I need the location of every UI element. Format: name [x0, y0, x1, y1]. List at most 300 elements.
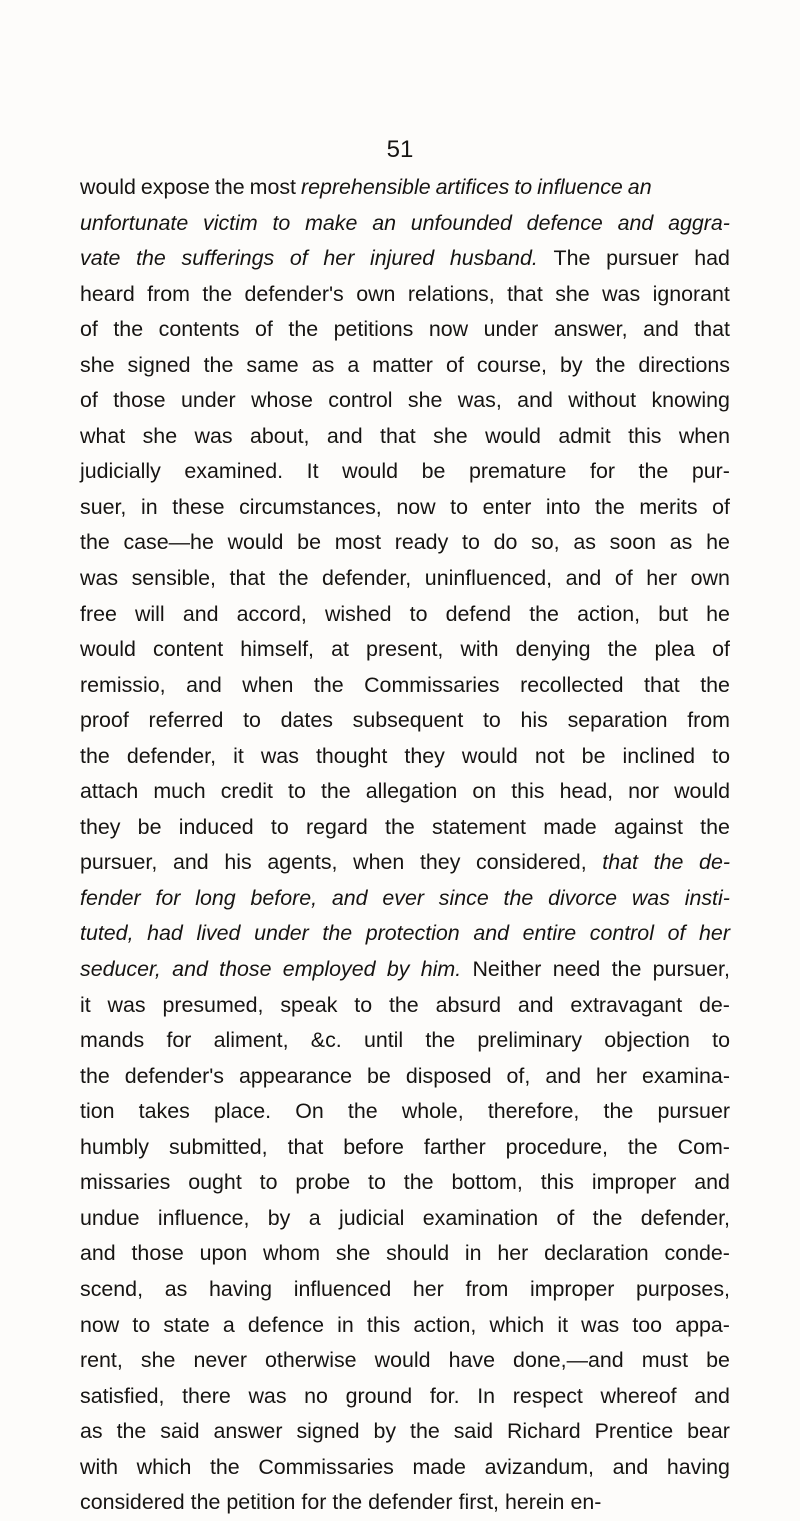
word: her [646, 566, 678, 591]
word: answer [213, 1419, 283, 1444]
word: artifices [435, 175, 510, 199]
word: since [438, 885, 489, 910]
word: her [497, 1241, 529, 1266]
word: takes [138, 1099, 190, 1124]
word: tion [80, 1099, 115, 1124]
word: with [80, 1454, 119, 1479]
word: bottom, [451, 1170, 523, 1195]
word: submitted, [168, 1134, 268, 1159]
word: appearance [239, 1063, 353, 1088]
word: presumed, [162, 992, 264, 1017]
word: defender's [244, 281, 344, 306]
word: as [669, 530, 693, 555]
word: seducer, [80, 957, 161, 982]
word: Com- [677, 1134, 730, 1159]
word: of [712, 637, 730, 662]
word: ready [394, 530, 449, 555]
word: under [180, 388, 236, 413]
word: with [460, 637, 499, 662]
word: improper [529, 1276, 615, 1301]
word: answer, [553, 317, 628, 342]
text-line [80, 525, 730, 561]
word: signed [127, 352, 191, 377]
word: the [611, 957, 642, 982]
word: of [614, 566, 633, 591]
word: was [581, 1312, 620, 1337]
word: the [385, 814, 415, 839]
word: her [699, 921, 730, 946]
word: the [190, 1490, 221, 1515]
word: the [653, 850, 684, 875]
word: the [529, 601, 559, 626]
text-line [80, 845, 730, 881]
word: the [347, 1099, 378, 1124]
word: the [202, 281, 233, 306]
word: was, [457, 388, 502, 413]
word: premature [468, 459, 567, 484]
word: the [638, 459, 669, 484]
word: to [243, 708, 261, 733]
word: in [464, 1241, 482, 1266]
word: judicial [339, 1205, 405, 1230]
word: the [332, 1490, 363, 1515]
word: the [425, 1028, 456, 1053]
word: Richard [506, 1419, 581, 1444]
word: the [595, 352, 626, 377]
word: defender [368, 1490, 453, 1515]
word: he [706, 530, 730, 555]
word: be [581, 743, 606, 768]
word: it [233, 743, 244, 768]
word: done,—and [513, 1348, 624, 1373]
word: whole, [401, 1099, 464, 1124]
text-line [80, 1308, 730, 1344]
word: of [556, 1205, 575, 1230]
word: subsequent [352, 708, 464, 733]
word: before, [250, 885, 318, 910]
word: having [208, 1276, 273, 1301]
word: course, [476, 352, 547, 377]
word: de- [698, 992, 730, 1017]
word: the [288, 317, 319, 342]
word: for [301, 1490, 327, 1515]
word: would [342, 459, 399, 484]
word: therefore, [487, 1099, 580, 1124]
word: to [354, 992, 373, 1017]
word: never [193, 1348, 247, 1373]
word: missaries [80, 1170, 171, 1195]
text-line [80, 561, 730, 597]
word: purposes, [636, 1276, 730, 1301]
text-line [80, 1201, 730, 1237]
word: admit [558, 423, 611, 448]
word: agents, [267, 850, 338, 875]
word: own [356, 281, 396, 306]
word: pursuer, [80, 850, 158, 875]
word: to [712, 743, 730, 768]
word: and [331, 885, 368, 910]
word: aliment, [213, 1028, 289, 1053]
word: must [641, 1348, 689, 1373]
word: made [412, 1454, 466, 1479]
word: de- [699, 850, 730, 875]
text-line [80, 1059, 730, 1095]
word: the [313, 672, 344, 697]
word: now [80, 1312, 120, 1337]
word: undue [80, 1205, 140, 1230]
word: improper [591, 1170, 677, 1195]
text-line [80, 1414, 730, 1450]
word: avizandum, [484, 1454, 594, 1479]
word: she [407, 388, 443, 413]
word: dates [280, 708, 333, 733]
word: was [260, 743, 299, 768]
word: against [613, 814, 683, 839]
word: an [627, 175, 652, 199]
word: without [568, 388, 637, 413]
word: ground [345, 1383, 413, 1408]
word: before [343, 1134, 404, 1159]
word: extravagant [570, 992, 683, 1017]
word: whose [251, 388, 313, 413]
word: by [386, 957, 410, 982]
word: as [164, 1276, 188, 1301]
word: be [297, 530, 321, 555]
word: heard [80, 281, 135, 306]
word: circumstances, [239, 494, 382, 519]
word: statement [432, 814, 526, 839]
word: they [404, 743, 445, 768]
word: but [658, 601, 688, 626]
word: and [612, 1454, 649, 1479]
word: procedure, [505, 1134, 608, 1159]
word: of, [506, 1063, 531, 1088]
word: judicially [80, 459, 161, 484]
word: nor [628, 779, 660, 804]
word: directions [638, 352, 730, 377]
word: defence [526, 210, 603, 235]
word: own [690, 566, 730, 591]
word: influence, [157, 1205, 250, 1230]
word: and [565, 566, 602, 591]
word: examina- [641, 1063, 730, 1088]
word: and [694, 1383, 730, 1408]
word: entire [522, 921, 577, 946]
word: by [560, 352, 583, 377]
word: was [248, 1383, 287, 1408]
word: as [80, 1419, 103, 1444]
word: same [246, 352, 299, 377]
text-line [80, 1272, 730, 1308]
text-line [80, 241, 730, 277]
word: having [666, 1454, 730, 1479]
word: she [335, 1241, 371, 1266]
word: and [172, 957, 208, 982]
word: the [80, 743, 110, 768]
word: defend [445, 601, 512, 626]
word: plea [654, 637, 695, 662]
word: had [147, 921, 183, 946]
word: defender, [322, 566, 412, 591]
word: of [289, 246, 308, 271]
word: allegation [365, 779, 458, 804]
word: to [450, 494, 468, 519]
word: from [465, 1276, 509, 1301]
word: In [477, 1383, 496, 1408]
word: most [249, 175, 296, 199]
word: referred [148, 708, 224, 733]
text-line [80, 632, 730, 668]
text-line [80, 312, 730, 348]
word: now [428, 317, 469, 342]
word: need [552, 957, 601, 982]
word: and [517, 992, 554, 1017]
word: absurd [435, 992, 501, 1017]
word: ought [188, 1170, 242, 1195]
word: would [461, 743, 518, 768]
word: into [545, 494, 581, 519]
word: regard [305, 814, 368, 839]
word: for [590, 459, 615, 484]
word: should [386, 1241, 450, 1266]
word: accord, [236, 601, 307, 626]
word: be [421, 459, 446, 484]
word: The [553, 246, 591, 271]
word: whom [262, 1241, 321, 1266]
word: not [534, 743, 565, 768]
text-line [80, 916, 730, 952]
word: on [472, 779, 497, 804]
word: content [153, 637, 224, 662]
word: relations, [407, 281, 495, 306]
word: the [203, 352, 234, 377]
word: those [219, 957, 272, 982]
word: Neither [472, 957, 542, 982]
text-line [80, 810, 730, 846]
word: as [573, 530, 596, 555]
word: long [195, 885, 236, 910]
word: for. [429, 1383, 460, 1408]
word: Prentice [594, 1419, 674, 1444]
word: when [242, 672, 294, 697]
word: matter [372, 352, 433, 377]
word: to [272, 210, 291, 235]
word: recollected [520, 672, 624, 697]
word: the [80, 1063, 110, 1088]
word: they [419, 850, 461, 875]
word: examination [422, 1205, 539, 1230]
word: the [322, 921, 353, 946]
text-line [80, 1343, 730, 1379]
word: when [353, 850, 405, 875]
word: tuted, [80, 921, 134, 946]
word: insti- [684, 885, 730, 910]
word: she [555, 281, 590, 306]
word: those [113, 388, 166, 413]
word: to [368, 1170, 386, 1195]
word: scend, [80, 1276, 144, 1301]
word: that [380, 423, 416, 448]
word: remissio, [80, 672, 166, 697]
word: that [229, 566, 266, 591]
word: farther [423, 1134, 486, 1159]
word: his [224, 850, 252, 875]
word: of [667, 921, 686, 946]
word: from [687, 708, 730, 733]
word: her [323, 246, 355, 271]
word: that [694, 317, 730, 342]
word: was [80, 566, 119, 591]
word: rent, [80, 1348, 123, 1373]
word: On [295, 1099, 324, 1124]
word: do [493, 530, 518, 555]
word: an [372, 210, 396, 235]
word: otherwise [265, 1348, 357, 1373]
word: in [140, 494, 158, 519]
word: ever [382, 885, 424, 910]
word: and [517, 388, 553, 413]
word: sensible, [131, 566, 217, 591]
word: the [503, 885, 534, 910]
word: herein [504, 1490, 565, 1515]
word: was [107, 992, 146, 1017]
word: when [678, 423, 730, 448]
word: considered [80, 1490, 185, 1515]
word: from [147, 281, 190, 306]
body-text [80, 170, 730, 1521]
word: examined. [184, 459, 284, 484]
word: and [172, 850, 209, 875]
text-line [80, 1130, 730, 1166]
word: most [334, 530, 382, 555]
word: victim [203, 210, 258, 235]
word: aggra- [668, 210, 730, 235]
word: was [602, 281, 641, 306]
word: head, [559, 779, 614, 804]
word: a [222, 1312, 235, 1337]
word: credit [220, 779, 273, 804]
word: employed [282, 957, 376, 982]
word: the [410, 1419, 440, 1444]
word: no [304, 1383, 328, 1408]
word: to [462, 530, 480, 555]
word: protection [365, 921, 460, 946]
word: and [186, 672, 222, 697]
word: to [514, 175, 533, 199]
word: merits [639, 494, 698, 519]
word: made [543, 814, 597, 839]
text-line [80, 774, 730, 810]
word: be [367, 1063, 391, 1088]
word: mands [80, 1028, 145, 1053]
text-line [80, 1023, 730, 1059]
word: induced [178, 814, 254, 839]
word: lived [196, 921, 241, 946]
word: what [80, 423, 126, 448]
text-line [80, 988, 730, 1024]
text-line [80, 206, 730, 242]
text-line [80, 419, 730, 455]
word: respect [512, 1383, 583, 1408]
word: which [489, 1312, 545, 1337]
word: of [255, 317, 273, 342]
word: would [485, 423, 541, 448]
text-line [80, 277, 730, 313]
text-line [80, 668, 730, 704]
word: satisfied, [80, 1383, 165, 1408]
word: would [80, 175, 136, 199]
word: would [227, 530, 284, 555]
word: a [308, 1205, 321, 1230]
word: a [347, 352, 360, 377]
text-line [80, 454, 730, 490]
word: this [511, 779, 545, 804]
word: and [643, 317, 679, 342]
word: be [706, 1348, 730, 1373]
word: the [136, 246, 166, 271]
word: himself, [240, 637, 314, 662]
word: pursuer, [652, 957, 730, 982]
word: she [433, 423, 468, 448]
word: now [396, 494, 436, 519]
text-line [80, 1485, 730, 1521]
word: husband. [449, 246, 538, 271]
word: will [134, 601, 165, 626]
word: to [132, 1312, 151, 1337]
word: speak [280, 992, 338, 1017]
word: have [448, 1348, 495, 1373]
word: her [412, 1276, 444, 1301]
word: defender, [640, 1205, 730, 1230]
word: contents [158, 317, 240, 342]
word: the [403, 1170, 434, 1195]
word: unfounded [410, 210, 512, 235]
word: this [628, 423, 662, 448]
word: and [182, 601, 219, 626]
word: be [137, 814, 162, 839]
word: him. [420, 957, 462, 982]
word: at [331, 637, 349, 662]
word: Commissaries [364, 672, 500, 697]
word: by [267, 1205, 291, 1230]
word: influenced [293, 1276, 392, 1301]
word: the [320, 779, 351, 804]
word: would [674, 779, 730, 804]
word: of [80, 317, 98, 342]
word: they [80, 814, 121, 839]
word: objection [604, 1028, 690, 1053]
word: that [507, 281, 543, 306]
word: to [259, 1170, 278, 1195]
word: much [153, 779, 206, 804]
word: appa- [675, 1312, 730, 1337]
word: that [287, 1134, 324, 1159]
text-line [80, 597, 730, 633]
word: for [155, 885, 181, 910]
text-line [80, 348, 730, 384]
word: to [288, 779, 306, 804]
word: in [337, 1312, 354, 1337]
word: defender, [126, 743, 217, 768]
word: enter [482, 494, 532, 519]
word: too [632, 1312, 663, 1337]
word: of [80, 388, 98, 413]
word: under [254, 921, 309, 946]
word: fender [80, 885, 141, 910]
word: the [607, 637, 638, 662]
text-line [80, 1379, 730, 1415]
word: injured [369, 246, 435, 271]
